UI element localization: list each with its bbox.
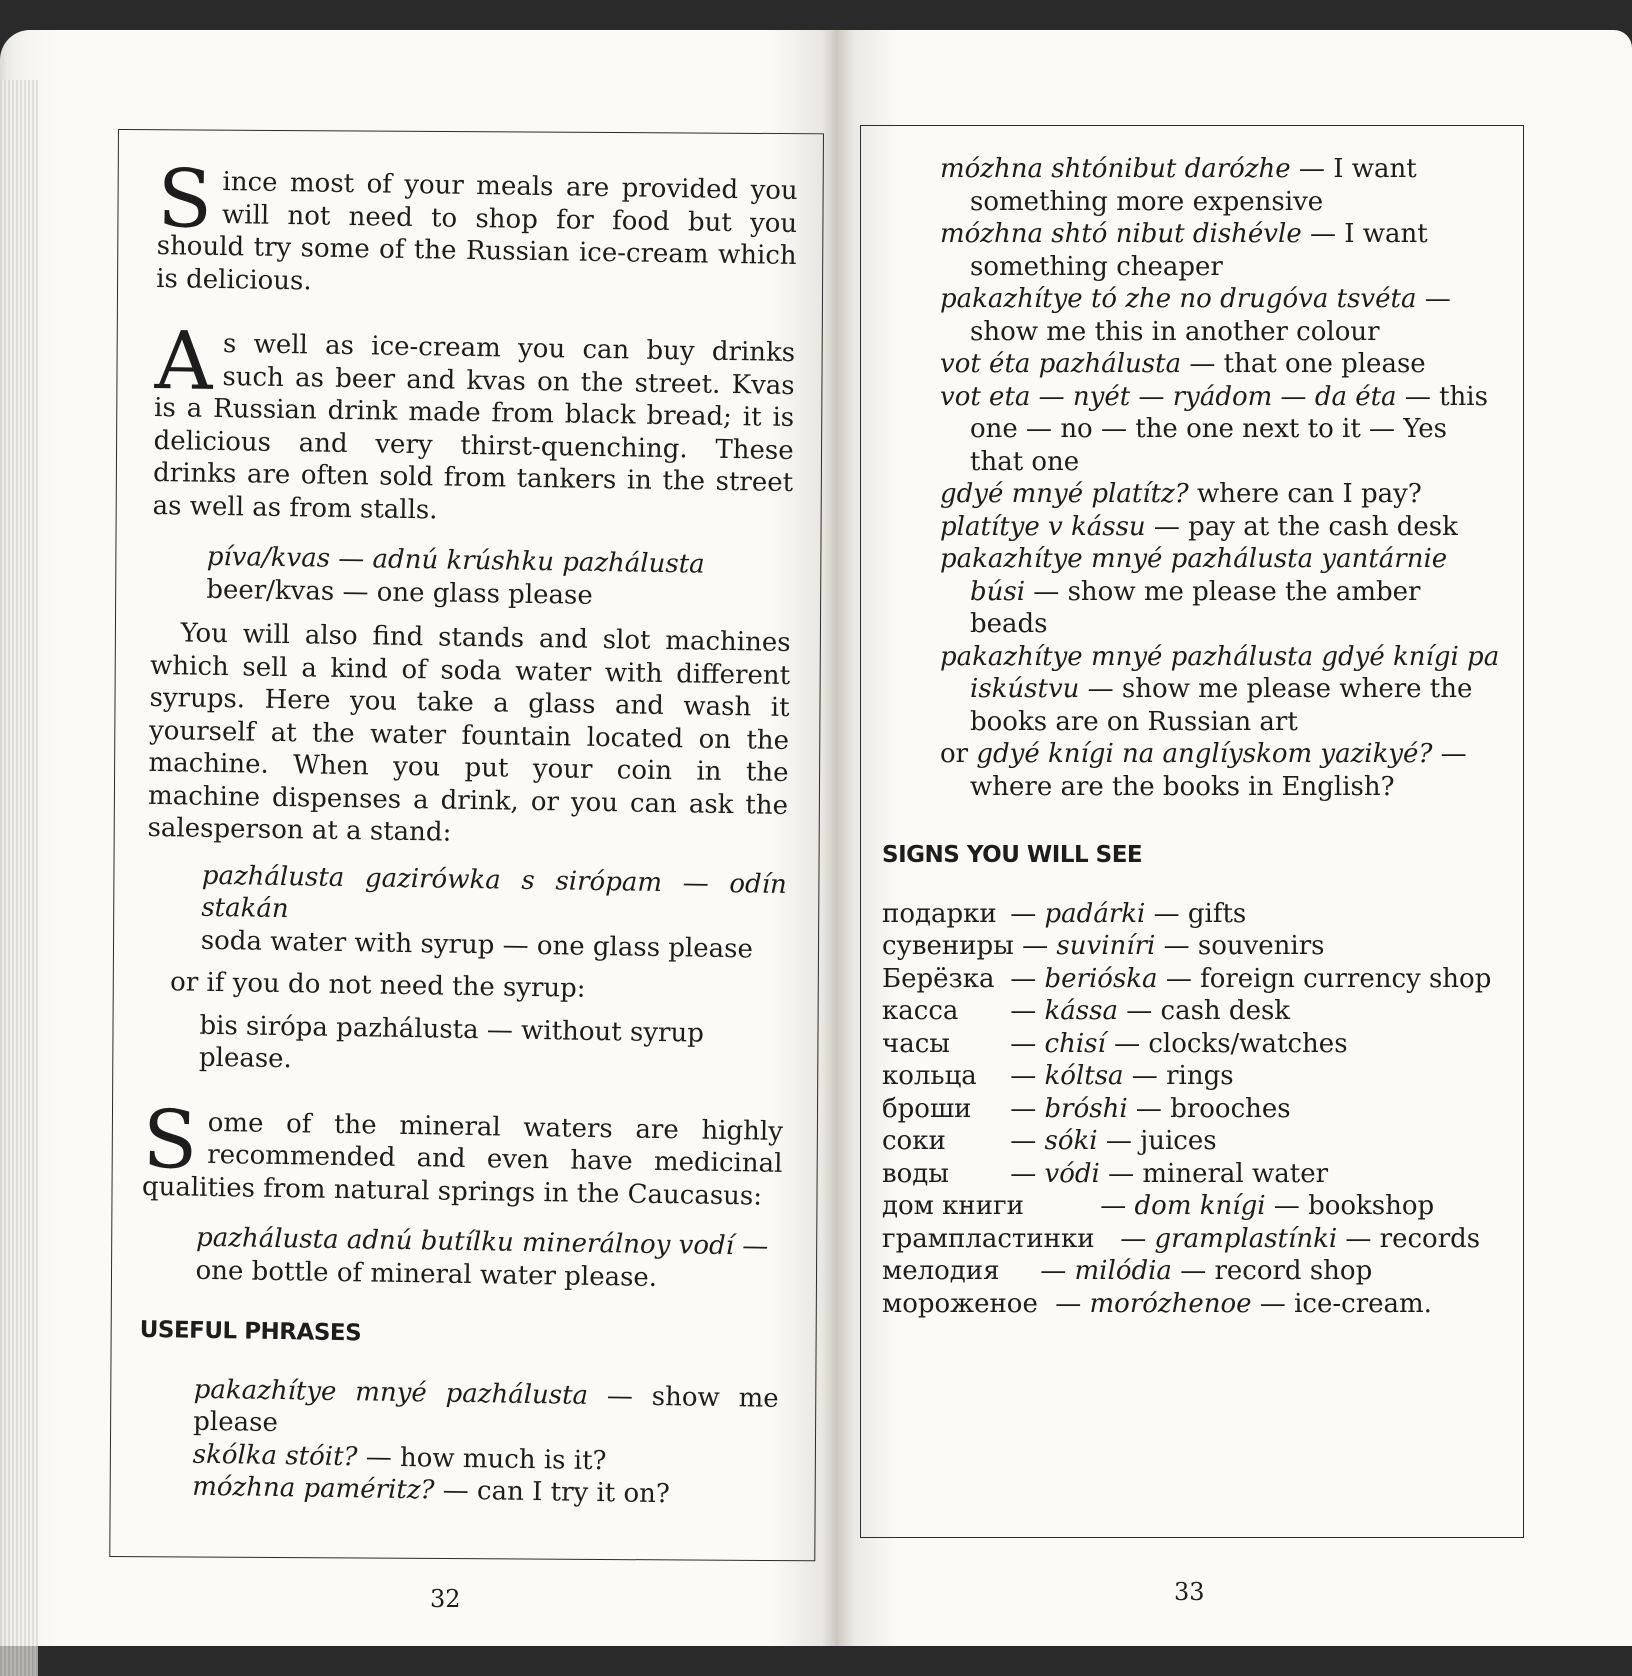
paragraph-drinks (152, 313, 796, 532)
right-phrases-list (882, 153, 1502, 803)
drop-cap: S (141, 1092, 199, 1187)
phrase-item: pakazhítye mnyé pazhálusta — show me please (193, 1374, 779, 1439)
sign-row: кольца — kóltsa — rings (882, 1061, 1234, 1091)
sign-row: касса — kássa — cash desk (882, 996, 1291, 1026)
page-number-left: 32 (430, 1585, 461, 1613)
sign-row: грампластинки — gramplastínki — records (882, 1223, 1481, 1254)
example-beer-kvas (151, 540, 792, 615)
example-russian: píva/kvas — adnú krúshku pazhálusta (206, 541, 705, 580)
paragraph-text: s well as ice-cream you can buy drinks such as beer and kvas on the street. Kvas is a Russian drink made from black bread; it is delicious and very thirst-quenching. These drinks are often sold from tankers in the street as well as from stalls. (152, 329, 796, 525)
phrase-item: gdyé mnyé platítz? where can I pay? (940, 479, 1422, 509)
example-russian: pazhálusta gazirówka s sirópam — odín stakán (201, 860, 788, 925)
sign-row: соки — sóki — juices (882, 1126, 1217, 1156)
phrase-item: mózhna paméritz? — can I try it on? (192, 1471, 671, 1510)
phrase-item: skólka stóit? — how much is it? (192, 1439, 607, 1476)
phrase-item: vot éta pazhálusta — that one please (940, 349, 1426, 379)
right-page-content (882, 153, 1502, 1320)
sign-row: часы — chisí — clocks/watches (882, 1028, 1348, 1059)
example-english: soda water with syrup — one glass please (200, 925, 754, 964)
example-without-syrup: bis sirópa pazhálusta — without syrup please. (198, 1010, 705, 1075)
example-english: one bottle of mineral water please. (195, 1255, 658, 1293)
drop-cap: S (156, 152, 214, 246)
phrase-item: pakazhítye mnyé pazhálusta yantárnie búsi — show me please the amber beads (940, 544, 1448, 639)
sign-row: броши — bróshi — brooches (882, 1093, 1291, 1124)
sign-row: воды — vódi — mineral water (882, 1158, 1329, 1189)
sign-row: мороженое — morózhenoe — ice-cream. (882, 1288, 1432, 1319)
page-edges (0, 80, 38, 1676)
example-soda-water (146, 858, 787, 966)
example-mineral-water (140, 1221, 781, 1296)
page-number-right: 33 (1174, 1578, 1205, 1606)
left-page-content (137, 152, 798, 1512)
paragraph-text: ome of the mineral waters are highly recommended and even have medicinal qualities from natural springs in the Caucasus: (141, 1107, 784, 1212)
paragraph-mineral-waters (141, 1092, 784, 1213)
signs-list (882, 898, 1502, 1321)
drop-cap: A (154, 313, 214, 408)
phrase-item: platítye v kássu — pay at the cash desk (940, 511, 1458, 542)
example-english: beer/kvas — one glass please (206, 574, 593, 611)
sign-row: сувениры — suviníri — souvenirs (882, 931, 1325, 961)
heading-useful-phrases: USEFUL PHRASES (139, 1316, 362, 1347)
phrase-item: pakazhítye mnyé pazhálusta gdyé knígi pa iskústvu — show me please where the books are on Russian art (940, 641, 1500, 737)
example-russian: pazhálusta adnú butílku minerálnoy vodí — (195, 1222, 769, 1262)
paragraph-text: ince most of your meals are provided you will not need to shop for food but you should try some of the Russian ice-cream which is delicious. (155, 167, 798, 296)
paragraph-soda-machines: You will also find stands and slot machines which sell a kind of soda water with different syrups. Here you take a glass and wash it yourself at the water fountain located on the machine. When you put your coin in the machine dispenses a drink, or you can ask the salesperson at a stand: (147, 618, 791, 848)
phrase-item: pakazhítye tó zhe no drugóva tsvéta — show me this in another colour (940, 284, 1451, 347)
phrase-item: mózhna shtó nibut dishévle — I want something cheaper (940, 219, 1428, 282)
useful-phrases-list (137, 1372, 779, 1512)
sign-row: Берёзка — berióska — foreign currency shop (882, 963, 1492, 994)
example-or-text: or if you do not need the syrup: (169, 967, 586, 1004)
sign-row: мелодия — milódia — record shop (882, 1256, 1373, 1286)
phrase-item: vot eta — nyét — ryádom — da éta — this one — no — the one next to it — Yes that one (940, 381, 1488, 477)
sign-row: подарки — padárki — gifts (882, 898, 1247, 929)
sign-row: дом книги — dom knígi — bookshop (882, 1191, 1435, 1221)
paragraph-ice-cream (155, 152, 798, 305)
phrase-item: or gdyé knígi na anglíyskom yazikyé? — where are the books in English? (940, 739, 1467, 802)
phrase-item: mózhna shtónibut darózhe — I want something more expensive (940, 154, 1417, 217)
heading-signs-you-will-see: SIGNS YOU WILL SEE (882, 842, 1143, 868)
